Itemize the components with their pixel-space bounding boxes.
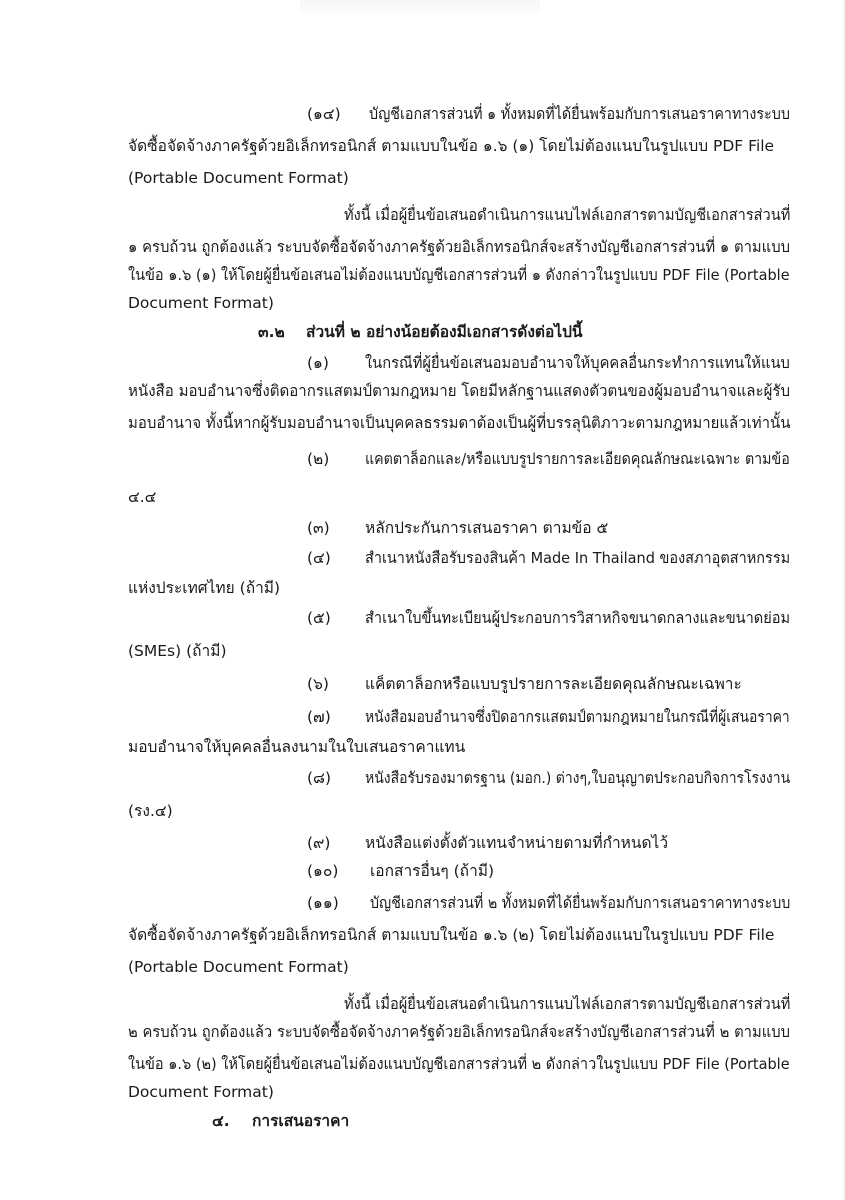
paragraph-line: หนังสือ มอบอำนาจซึ่งติดอากรแสตมป์ตามกฎหมาย โดยมีหลักฐานแสดงตัวตนของผู้มอบอำนาจและผู้รับ xyxy=(128,382,791,400)
section-heading: การเสนอราคา xyxy=(252,1112,350,1130)
item-text: แคตตาล็อกและ/หรือแบบรูปรายการละเอียดคุณลักษณะเฉพาะ ตามข้อ xyxy=(365,450,790,468)
paragraph-line: มอบอำนาจ ทั้งนี้หากผู้รับมอบอำนาจเป็นบุคคลธรรมดาต้องเป็นผู้ที่บรรลุนิติภาวะตามกฎหมายแล้วเท่านั้น xyxy=(128,414,791,432)
section-number: ๔. xyxy=(212,1112,230,1130)
paragraph-line: จัดซื้อจัดจ้างภาครัฐด้วยอิเล็กทรอนิกส์ ตามแบบในข้อ ๑.๖ (๑) โดยไม่ต้องแนบในรูปแบบ PDF File xyxy=(128,137,775,155)
item-number: (๕) xyxy=(307,609,331,627)
item-text: สำเนาใบขึ้นทะเบียนผู้ประกอบการวิสาหกิจขนาดกลางและขนาดย่อม xyxy=(365,609,791,627)
item-text: หนังสือรับรองมาตรฐาน (มอก.) ต่างๆ,ใบอนุญาตประกอบกิจการโรงงาน xyxy=(365,769,791,787)
item-text: บัญชีเอกสารส่วนที่ ๒ ทั้งหมดที่ได้ยื่นพร้อมกับการเสนอราคาทางระบบ xyxy=(370,894,791,912)
item-text: สำเนาหนังสือรับรองสินค้า Made In Thailand ของสภาอุตสาหกรรม xyxy=(365,549,791,567)
item-number: (๖) xyxy=(307,675,329,693)
scan-edge xyxy=(841,0,845,1200)
item-number: (๒) xyxy=(307,450,330,468)
item-text: แค็ตตาล็อกหรือแบบรูปรายการละเอียดคุณลักษณะเฉพาะ xyxy=(365,675,742,693)
item-number: (๗) xyxy=(307,708,331,726)
paragraph-line: (Portable Document Format) xyxy=(128,958,349,976)
item-number: (๑๑) xyxy=(307,894,339,912)
item-number: (๓) xyxy=(307,519,330,537)
item-number: (๘) xyxy=(307,769,332,787)
paragraph-line: จัดซื้อจัดจ้างภาครัฐด้วยอิเล็กทรอนิกส์ ตามแบบในข้อ ๑.๖ (๒) โดยไม่ต้องแนบในรูปแบบ PDF File xyxy=(128,926,775,944)
paragraph-line: ทั้งนี้ เมื่อผู้ยื่นข้อเสนอดำเนินการแนบไฟล์เอกสารตามบัญชีเอกสารส่วนที่ xyxy=(344,206,791,224)
item-number: (๔) xyxy=(307,549,331,567)
item-text: หนังสือมอบอำนาจซึ่งปิดอากรแสตมป์ตามกฎหมายในกรณีที่ผู้เสนอราคา xyxy=(365,708,790,726)
paragraph-line: (Portable Document Format) xyxy=(128,169,349,187)
paragraph-line: (SMEs) (ถ้ามี) xyxy=(128,642,227,660)
section-number: ๓.๒ xyxy=(258,323,285,341)
paragraph-line: ๔.๔ xyxy=(128,488,157,506)
paragraph-line: ๒ ครบถ้วน ถูกต้องแล้ว ระบบจัดซื้อจัดจ้างภาครัฐด้วยอิเล็กทรอนิกส์จะสร้างบัญชีเอกสารส่วนที่ ๒ ตามแบบ xyxy=(128,1023,791,1041)
item-number: (๑๐) xyxy=(307,862,339,880)
item-14-number: (๑๔) xyxy=(307,105,341,123)
item-number: (๙) xyxy=(307,834,331,852)
item-text: หนังสือแต่งตั้งตัวแทนจำหน่ายตามที่กำหนดไว้ xyxy=(365,834,669,852)
section-heading: ส่วนที่ ๒ อย่างน้อยต้องมีเอกสารดังต่อไปนี้ xyxy=(306,323,583,341)
scan-shadow xyxy=(300,0,540,16)
item-text: เอกสารอื่นๆ (ถ้ามี) xyxy=(370,862,495,880)
paragraph-line: มอบอำนาจให้บุคคลอื่นลงนามในใบเสนอราคาแทน xyxy=(128,738,466,756)
item-number: (๑) xyxy=(307,354,329,372)
paragraph-line: ในข้อ ๑.๖ (๑) ให้โดยผู้ยื่นข้อเสนอไม่ต้องแนบบัญชีเอกสารส่วนที่ ๑ ดังกล่าวในรูปแบบ PDF File (Portable xyxy=(128,266,790,284)
item-14-text: บัญชีเอกสารส่วนที่ ๑ ทั้งหมดที่ได้ยื่นพร้อมกับการเสนอราคาทางระบบ xyxy=(369,105,790,123)
paragraph-line: ในข้อ ๑.๖ (๒) ให้โดยผู้ยื่นข้อเสนอไม่ต้องแนบบัญชีเอกสารส่วนที่ ๒ ดังกล่าวในรูปแบบ PDF File (Portable xyxy=(128,1055,790,1073)
paragraph-line: (รง.๔) xyxy=(128,802,173,820)
item-text: ในกรณีที่ผู้ยื่นข้อเสนอมอบอำนาจให้บุคคลอื่นกระทำการแทนให้แนบ xyxy=(365,354,790,372)
paragraph-line: Document Format) xyxy=(128,294,274,312)
paragraph-line: Document Format) xyxy=(128,1083,274,1101)
paragraph-line: ๑ ครบถ้วน ถูกต้องแล้ว ระบบจัดซื้อจัดจ้างภาครัฐด้วยอิเล็กทรอนิกส์จะสร้างบัญชีเอกสารส่วนที่ ๑ ตามแบบ xyxy=(128,238,790,256)
paragraph-line: ทั้งนี้ เมื่อผู้ยื่นข้อเสนอดำเนินการแนบไฟล์เอกสารตามบัญชีเอกสารส่วนที่ xyxy=(344,995,791,1013)
item-text: หลักประกันการเสนอราคา ตามข้อ ๕ xyxy=(365,519,609,537)
paragraph-line: แห่งประเทศไทย (ถ้ามี) xyxy=(128,579,281,597)
